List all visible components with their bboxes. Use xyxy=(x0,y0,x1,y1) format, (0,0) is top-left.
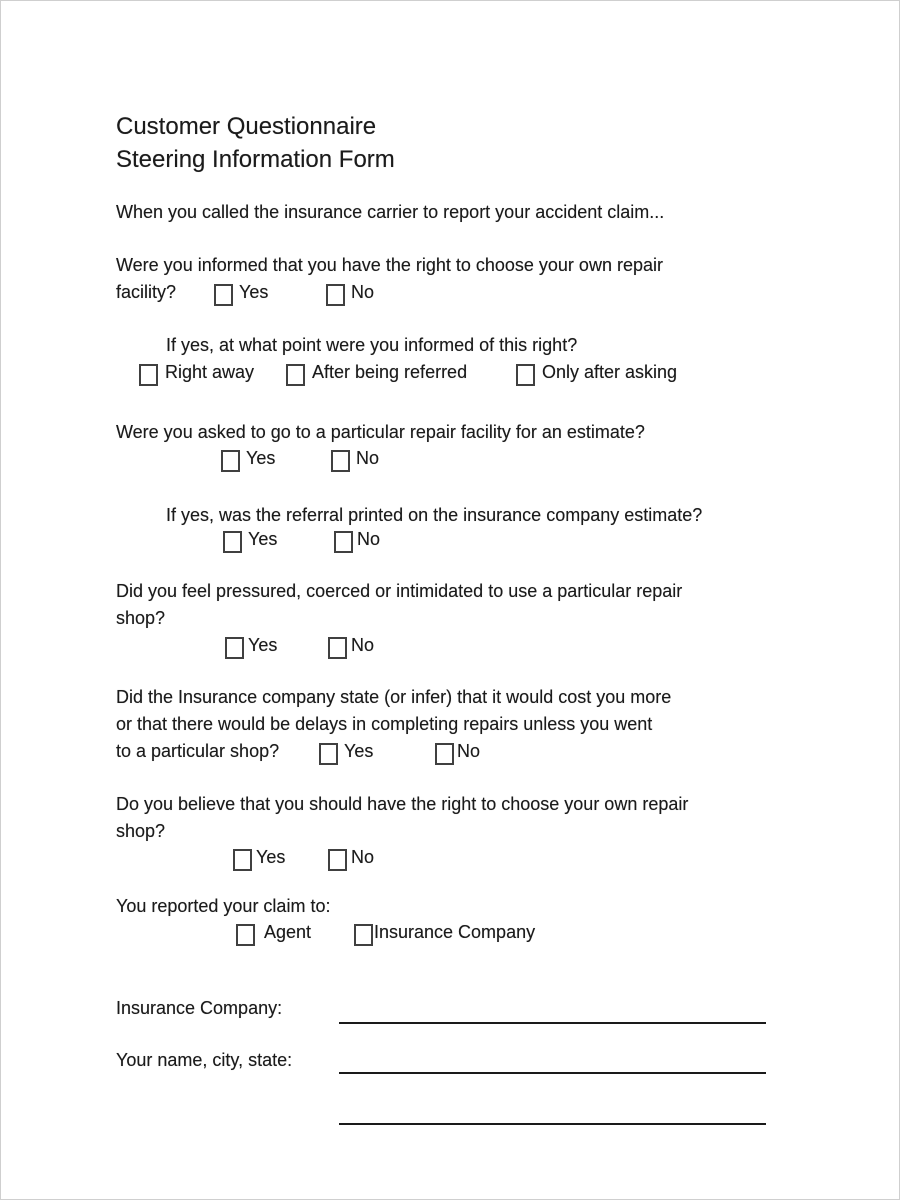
q1-yes-label: Yes xyxy=(239,282,269,302)
q6-text: You reported your claim to: xyxy=(116,896,331,916)
title-line-2: Steering Information Form xyxy=(116,146,395,173)
q2-sub-yes-label: Yes xyxy=(248,529,278,549)
q1-no-checkbox[interactable] xyxy=(326,284,345,306)
q1-sub-only-after-asking-label: Only after asking xyxy=(542,362,678,382)
q1-sub-question: If yes, at what point were you informed of this right? xyxy=(166,335,578,355)
title-line-1: Customer Questionnaire xyxy=(116,113,377,140)
q4-yes-label: Yes xyxy=(344,741,374,761)
q5-no-label: No xyxy=(351,847,375,867)
q4-answer-row xyxy=(1,738,899,766)
q1-answer-row xyxy=(1,279,899,307)
q2-yes-checkbox[interactable] xyxy=(221,450,240,472)
q4-no-label: No xyxy=(457,741,481,761)
q4-text-line1: Did the Insurance company state (or infer) that it would cost you more xyxy=(116,687,672,707)
q5-answer-row xyxy=(1,844,899,872)
q1-sub-options-row xyxy=(1,359,899,387)
q3-yes-label: Yes xyxy=(248,635,278,655)
q2-sub-yes-checkbox[interactable] xyxy=(223,531,242,553)
q6-insurance-company-label: Insurance Company xyxy=(374,922,536,942)
q1-sub-after-referred-checkbox[interactable] xyxy=(286,364,305,386)
insurance-company-field-label: Insurance Company: xyxy=(116,998,283,1018)
name-city-state-field-label: Your name, city, state: xyxy=(116,1050,293,1070)
q5-no-checkbox[interactable] xyxy=(328,849,347,871)
q1-text-line1: Were you informed that you have the right to choose your own repair xyxy=(116,255,663,275)
q4-text xyxy=(116,684,671,738)
q5-yes-label: Yes xyxy=(256,847,286,867)
q1-sub-only-after-asking-checkbox[interactable] xyxy=(516,364,535,386)
q6-options-row xyxy=(1,919,899,947)
q3-text-line2: shop? xyxy=(116,608,166,628)
q2-answer-row xyxy=(1,445,899,473)
q6-agent-checkbox[interactable] xyxy=(236,924,255,946)
q6-insurance-company-checkbox[interactable] xyxy=(354,924,373,946)
q3-no-checkbox[interactable] xyxy=(328,637,347,659)
name-city-state-input-line[interactable] xyxy=(339,1072,766,1074)
q1-sub-after-referred-label: After being referred xyxy=(312,362,468,382)
q1-sub-right-away-checkbox[interactable] xyxy=(139,364,158,386)
q3-no-label: No xyxy=(351,635,375,655)
q5-text-line1: Do you believe that you should have the right to choose your own repair xyxy=(116,794,689,814)
q2-yes-label: Yes xyxy=(246,448,276,468)
q5-yes-checkbox[interactable] xyxy=(233,849,252,871)
q5-text xyxy=(116,791,688,845)
q1-text-line2: facility? xyxy=(116,282,177,302)
page-title xyxy=(116,110,395,176)
insurance-company-input-line[interactable] xyxy=(339,1022,766,1024)
q2-sub-no-checkbox[interactable] xyxy=(334,531,353,553)
q3-answer-row xyxy=(1,632,899,660)
q4-yes-checkbox[interactable] xyxy=(319,743,338,765)
q3-text xyxy=(116,578,682,632)
q2-no-checkbox[interactable] xyxy=(331,450,350,472)
q3-text-line1: Did you feel pressured, coerced or intimidated to use a particular repair xyxy=(116,581,683,601)
intro-text: When you called the insurance carrier to report your accident claim... xyxy=(116,202,665,222)
q2-text: Were you asked to go to a particular repair facility for an estimate? xyxy=(116,422,645,442)
q2-sub-question: If yes, was the referral printed on the insurance company estimate? xyxy=(166,505,703,525)
q3-yes-checkbox[interactable] xyxy=(225,637,244,659)
q1-yes-checkbox[interactable] xyxy=(214,284,233,306)
q4-text-line3: to a particular shop? xyxy=(116,741,280,761)
q2-sub-answer-row xyxy=(1,526,899,554)
q4-no-checkbox[interactable] xyxy=(435,743,454,765)
q1-sub-right-away-label: Right away xyxy=(165,362,255,382)
q2-no-label: No xyxy=(356,448,380,468)
q1-no-label: No xyxy=(351,282,375,302)
q2-sub-no-label: No xyxy=(357,529,381,549)
q4-text-line2: or that there would be delays in completing repairs unless you went xyxy=(116,714,653,734)
q5-text-line2: shop? xyxy=(116,821,166,841)
q6-agent-label: Agent xyxy=(264,922,312,942)
extra-input-line[interactable] xyxy=(339,1123,766,1125)
